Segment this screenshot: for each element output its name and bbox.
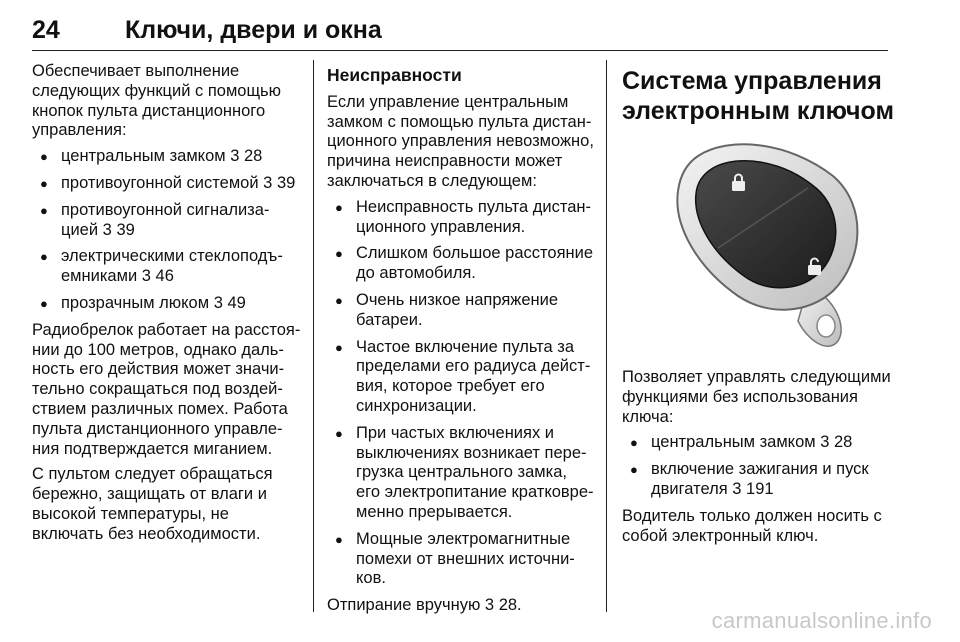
page-ref-link[interactable]: 3 39 xyxy=(263,173,296,192)
page-ref-link[interactable]: 3 191 xyxy=(732,479,774,498)
list-item: ● центральным замком 3 28 xyxy=(32,147,304,167)
page-ref-link[interactable]: 3 39 xyxy=(102,220,135,239)
list-item: ● Частое включение пульта за пределами его радиуса дейст-вия, которое требует его синхронизации. xyxy=(327,338,595,417)
list-item: ● центральным замком 3 28 xyxy=(622,433,894,453)
page-title: Ключи, двери и окна xyxy=(125,16,382,44)
intro-text: Обеспечивает выполнение следующих функций с помощью кнопок пульта дистанционного управления: xyxy=(32,62,282,140)
header-rule xyxy=(32,50,888,51)
page-ref-link[interactable]: 3 28. xyxy=(484,596,522,615)
page-ref-link[interactable]: 3 49 xyxy=(213,293,246,312)
page-ref-link[interactable]: 3 28 xyxy=(230,147,263,166)
page-ref-link[interactable]: 3 46 xyxy=(141,267,174,286)
column-left xyxy=(32,62,304,551)
list-item: ● Очень низкое напряжение батареи. xyxy=(327,291,595,331)
column-right xyxy=(622,62,894,552)
page-header xyxy=(32,16,888,54)
page-ref-link[interactable]: 3 28 xyxy=(820,433,853,452)
range-paragraph: Радиобрелок работает на расстоя-нии до 100 метров, однако даль-ность его действия может значи-тельно сокращаться под воздей-ствием различных помех. Работа пульта дистанционного управле-ния подтверждается миганием. xyxy=(32,320,301,458)
page-number: 24 xyxy=(32,16,60,44)
manual-unlock-text: Отпирание вручную 3 28. xyxy=(327,596,522,615)
faults-list xyxy=(327,198,595,589)
list-item: ● При частых включениях и выключениях возникает пере-грузка центрального замка, его электропитание кратковре-менно прерывается. xyxy=(327,424,595,523)
column-divider xyxy=(606,60,607,612)
list-item: ● Слишком большое расстояние до автомобиля. xyxy=(327,244,595,284)
column-divider xyxy=(313,60,314,612)
ekey-list xyxy=(622,433,894,499)
care-paragraph: С пультом следует обращаться бережно, защищать от влаги и высокой температуры, не включать без необходимости. xyxy=(32,465,273,543)
ekey-intro: Позволяет управлять следующими функциями без использования ключа: xyxy=(622,368,891,426)
column-middle xyxy=(327,62,595,622)
list-item: ● электрическими стеклоподъ-емниками 3 46 xyxy=(32,247,304,287)
section-heading: Неисправности xyxy=(327,65,462,85)
list-item: ● противоугонной системой 3 39 xyxy=(32,174,304,194)
list-item: ● прозрачным люком 3 49 xyxy=(32,294,304,314)
faults-intro: Если управление центральным замком с помощью пульта дистан-ционного управления невозможно, причина неисправности может заключаться в следующем: xyxy=(327,92,594,190)
watermark: carmanualsonline.info xyxy=(711,608,932,633)
key-fob-icon xyxy=(658,136,898,356)
list-item: ● Неисправность пульта дистан-ционного управления. xyxy=(327,198,595,238)
list-item: ● Мощные электромагнитные помехи от внешних источни-ков. xyxy=(327,530,595,589)
driver-note: Водитель только должен носить с собой электронный ключ. xyxy=(622,506,882,545)
function-list xyxy=(32,147,304,314)
section-title: Система управления электронным ключом xyxy=(622,67,894,125)
list-item: ● противоугонной сигнализа-цией 3 39 xyxy=(32,201,304,241)
list-item: ● включение зажигания и пуск двигателя 3 191 xyxy=(622,460,894,500)
